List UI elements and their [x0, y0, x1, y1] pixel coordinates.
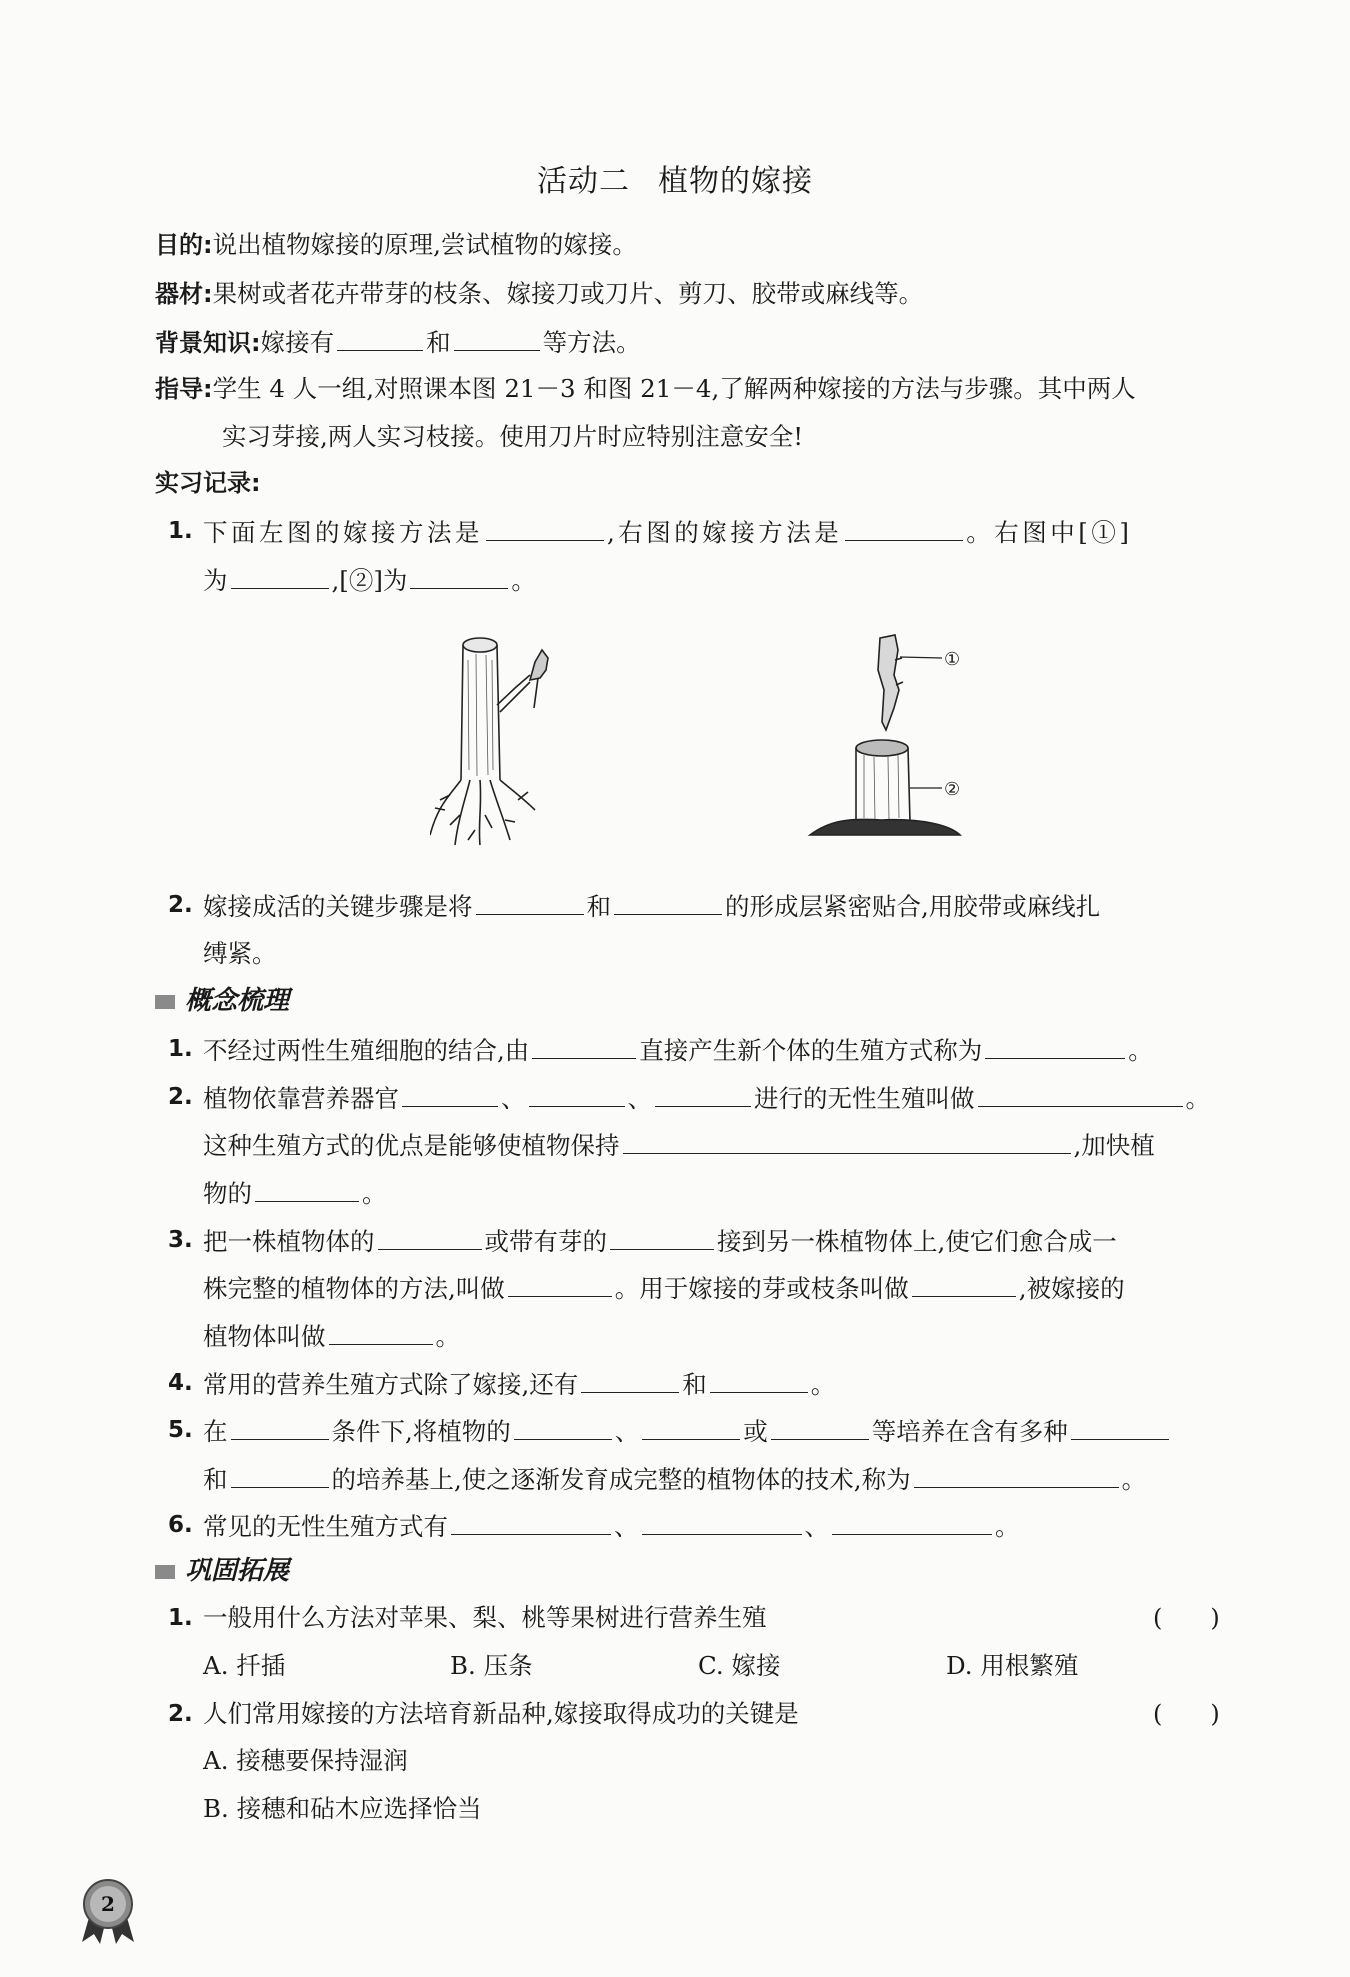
guide-label: 指导:: [155, 375, 213, 403]
c1-line: [203, 1032, 1153, 1068]
answer-blank[interactable]: [378, 1223, 482, 1250]
c1-text: 不经过两性生殖细胞的结合,由: [203, 1036, 530, 1065]
answer-paren[interactable]: ( ): [1153, 1700, 1220, 1728]
answer-blank[interactable]: [978, 1080, 1183, 1107]
c5-text: 和: [203, 1465, 228, 1494]
answer-blank[interactable]: [710, 1366, 808, 1393]
e2-question-text: 人们常用嫁接的方法培育新品种,嫁接取得成功的关键是: [203, 1699, 799, 1728]
page-number-badge-icon: [78, 1876, 138, 1946]
background-text: 和: [426, 328, 451, 357]
answer-blank[interactable]: [655, 1080, 751, 1107]
c6-line: [203, 1508, 1020, 1544]
answer-blank[interactable]: [451, 1508, 611, 1535]
c5-text: 或: [743, 1417, 768, 1446]
question-number: 2.: [168, 1701, 193, 1727]
answer-blank[interactable]: [642, 1413, 740, 1440]
c1-text: 。: [1128, 1036, 1153, 1065]
q2-text: 缚紧。: [203, 939, 277, 968]
answer-blank[interactable]: [610, 1223, 714, 1250]
c5-line-2: [203, 1461, 1146, 1497]
c5-text: 。: [1121, 1465, 1147, 1494]
answer-blank[interactable]: [532, 1032, 636, 1059]
c2-line-3: [203, 1175, 387, 1211]
answer-blank[interactable]: [845, 514, 963, 541]
q1-text: 。: [511, 566, 536, 595]
c3-text: 。: [435, 1322, 460, 1351]
c1-text: 直接产生新个体的生殖方式称为: [639, 1036, 983, 1065]
section-heading-extension: [155, 1554, 289, 1588]
question-number: 4.: [168, 1370, 193, 1396]
c3-line-1: [203, 1223, 1117, 1259]
answer-blank[interactable]: [529, 1080, 625, 1107]
answer-blank[interactable]: [1071, 1413, 1169, 1440]
figure-label-stock: ②: [944, 779, 961, 800]
c2-text: 物的: [203, 1179, 252, 1208]
c6-text: 、: [614, 1512, 639, 1541]
e1-question-text: 一般用什么方法对苹果、梨、桃等果树进行营养生殖: [203, 1603, 767, 1632]
answer-blank[interactable]: [337, 324, 423, 351]
figure-label-scion: ①: [944, 649, 961, 670]
c2-text: ,加快植: [1073, 1131, 1155, 1160]
section-marker-icon: [155, 995, 175, 1009]
c4-line: [203, 1366, 835, 1402]
branch-grafting-figure: [800, 630, 980, 850]
background-text: 嫁接有: [260, 328, 335, 357]
materials-line: [155, 277, 923, 311]
background-line: [155, 324, 641, 360]
q2-line-1: [203, 888, 1100, 924]
answer-blank[interactable]: [623, 1127, 1071, 1154]
title-topic: 植物的嫁接: [658, 164, 813, 199]
c4-text: 和: [682, 1370, 707, 1399]
answer-blank[interactable]: [914, 1461, 1119, 1488]
section-marker-icon: [155, 1565, 175, 1579]
answer-blank[interactable]: [255, 1175, 359, 1202]
q1-text: 。右图中[①]: [966, 518, 1133, 547]
guide-line-1: [155, 372, 1136, 406]
c4-text: 。: [810, 1370, 836, 1399]
q2-text: 的形成层紧密贴合,用胶带或麻线扎: [725, 892, 1101, 921]
q1-line-1: [203, 514, 1132, 550]
q1-text: 为: [203, 566, 228, 595]
answer-blank[interactable]: [410, 562, 508, 589]
q1-text: ,[②]为: [331, 566, 408, 595]
c5-line-1: [203, 1413, 1172, 1449]
answer-blank[interactable]: [508, 1270, 612, 1297]
c6-text: 。: [995, 1512, 1020, 1541]
c2-line-2: [203, 1127, 1155, 1163]
answer-blank[interactable]: [476, 888, 584, 915]
answer-blank[interactable]: [832, 1508, 992, 1535]
option-b[interactable]: B. 压条: [450, 1651, 533, 1680]
record-label: 实习记录:: [155, 469, 261, 497]
c5-text: 、: [614, 1417, 640, 1446]
question-number: 1.: [168, 1036, 193, 1062]
c2-line-1: [203, 1080, 1210, 1116]
c5-text: 等培养在含有多种: [871, 1417, 1068, 1446]
materials-label: 器材:: [155, 280, 213, 308]
bud-grafting-figure: [430, 630, 600, 850]
answer-blank[interactable]: [985, 1032, 1125, 1059]
c3-text: ,被嫁接的: [1018, 1274, 1125, 1303]
option-a[interactable]: A. 扦插: [203, 1651, 286, 1680]
answer-blank[interactable]: [912, 1270, 1016, 1297]
c2-text: 这种生殖方式的优点是能够使植物保持: [203, 1131, 620, 1160]
c2-text: 植物依靠营养器官: [203, 1084, 399, 1113]
page-title: [0, 156, 1350, 200]
answer-blank[interactable]: [231, 1413, 329, 1440]
question-number: 1.: [168, 1605, 193, 1631]
section-title: 概念梳理: [185, 986, 290, 1016]
c5-text: 在: [203, 1417, 228, 1446]
c5-text: 的培养基上,使之逐渐发育成完整的植物体的技术,称为: [331, 1465, 911, 1494]
question-number: 1.: [168, 518, 193, 544]
question-number: 5.: [168, 1417, 193, 1443]
page-number: 2: [101, 1892, 115, 1916]
answer-blank[interactable]: [486, 514, 604, 541]
section-title: 巩固拓展: [185, 1556, 290, 1586]
question-number: 3.: [168, 1227, 193, 1253]
c3-line-3: [203, 1318, 460, 1354]
option-d[interactable]: D. 用根繁殖: [946, 1651, 1079, 1680]
answer-blank[interactable]: [514, 1413, 612, 1440]
guide-text: 学生 4 人一组,对照课本图 21－3 和图 21－4,了解两种嫁接的方法与步骤。其中两人: [212, 374, 1136, 403]
title-activity: 活动二: [537, 164, 630, 199]
c3-text: 植物体叫做: [203, 1322, 326, 1351]
background-label: 背景知识:: [155, 329, 261, 357]
c4-text: 常用的营养生殖方式除了嫁接,还有: [203, 1370, 579, 1399]
c3-text: 。用于嫁接的芽或枝条叫做: [614, 1274, 909, 1303]
question-number: 6.: [168, 1512, 193, 1538]
answer-blank[interactable]: [402, 1080, 498, 1107]
answer-blank[interactable]: [771, 1413, 869, 1440]
guide-text: 实习芽接,两人实习枝接。使用刀片时应特别注意安全!: [222, 422, 804, 451]
purpose-text: 说出植物嫁接的原理,尝试植物的嫁接。: [212, 230, 637, 259]
guide-line-2: [222, 420, 803, 454]
c3-text: 把一株植物体的: [203, 1227, 375, 1256]
q2-text: 嫁接成活的关键步骤是将: [203, 892, 473, 921]
purpose-label: 目的:: [155, 231, 213, 259]
answer-blank[interactable]: [231, 562, 329, 589]
c3-line-2: [203, 1270, 1125, 1306]
c2-text: 。: [1185, 1084, 1210, 1113]
answer-blank[interactable]: [329, 1318, 433, 1345]
q2-text: 和: [586, 892, 611, 921]
answer-blank[interactable]: [581, 1366, 679, 1393]
answer-blank[interactable]: [614, 888, 722, 915]
materials-text: 果树或者花卉带芽的枝条、嫁接刀或刀片、剪刀、胶带或麻线等。: [212, 279, 924, 308]
question-number: 2.: [168, 892, 193, 918]
c3-text: 接到另一株植物体上,使它们愈合成一: [717, 1227, 1117, 1256]
answer-blank[interactable]: [454, 324, 540, 351]
q2-line-2: [203, 937, 277, 971]
c3-text: 株完整的植物体的方法,叫做: [203, 1274, 505, 1303]
q1-text: ,右图的嫁接方法是: [607, 518, 843, 547]
purpose-line: [155, 228, 637, 262]
option-c[interactable]: C. 嫁接: [698, 1651, 781, 1680]
c6-text: 、: [804, 1512, 829, 1541]
c2-text: 、: [627, 1084, 652, 1113]
c2-text: 。: [362, 1179, 387, 1208]
option-a[interactable]: A. 接穗要保持湿润: [203, 1746, 408, 1775]
option-b[interactable]: B. 接穗和砧木应选择恰当: [203, 1794, 482, 1823]
c2-text: 进行的无性生殖叫做: [754, 1084, 975, 1113]
question-number: 2.: [168, 1084, 193, 1110]
c5-text: 条件下,将植物的: [331, 1417, 511, 1446]
record-heading: [155, 466, 261, 500]
background-text: 等方法。: [542, 328, 641, 357]
c6-text: 常见的无性生殖方式有: [203, 1512, 448, 1541]
answer-paren[interactable]: ( ): [1153, 1604, 1220, 1632]
section-heading-concepts: [155, 984, 289, 1018]
q1-text: 下面左图的嫁接方法是: [203, 518, 483, 547]
c3-text: 或带有芽的: [484, 1227, 607, 1256]
q1-line-2: [203, 562, 536, 598]
answer-blank[interactable]: [642, 1508, 802, 1535]
c2-text: 、: [501, 1084, 526, 1113]
answer-blank[interactable]: [231, 1461, 329, 1488]
